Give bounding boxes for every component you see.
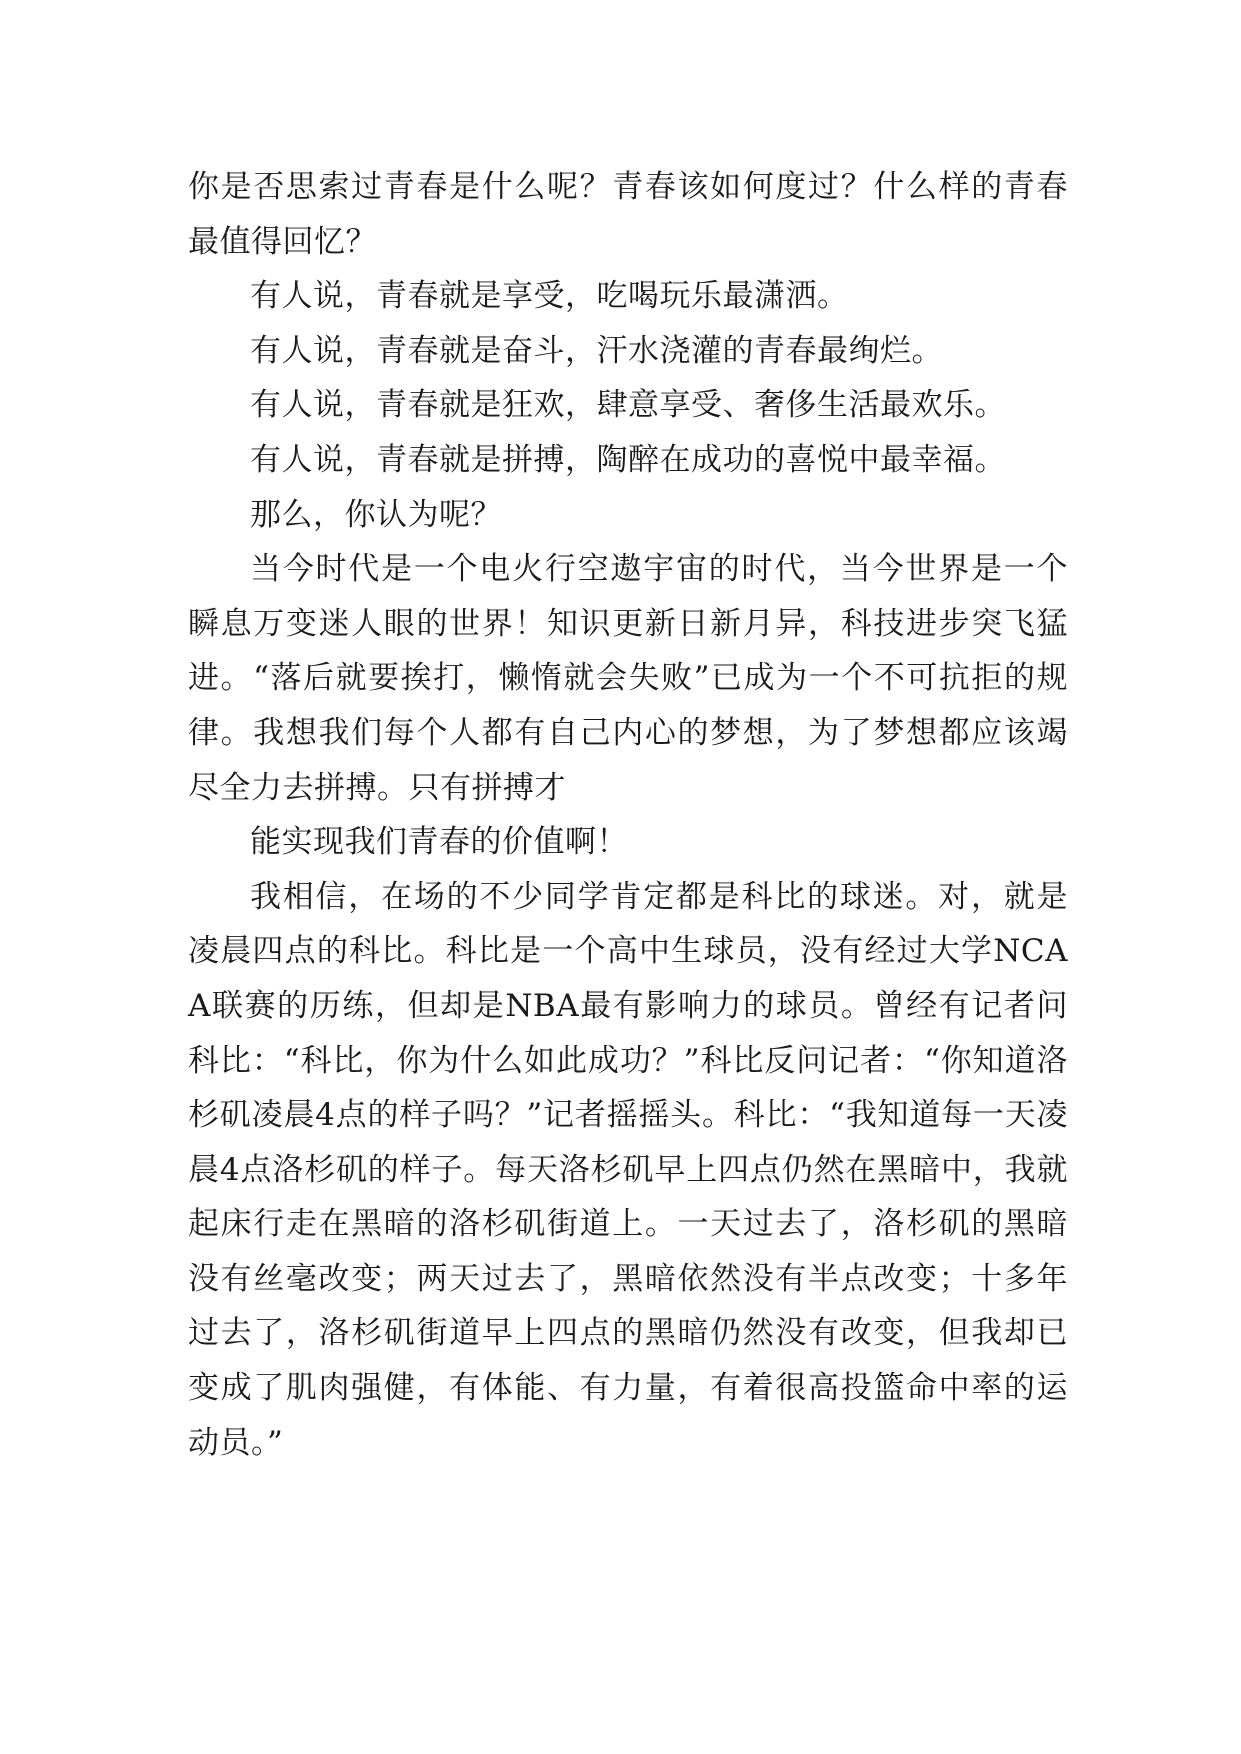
- paragraph-kobe: 我相信，在场的不少同学肯定都是科比的球迷。对，就是凌晨四点的科比。科比是一个高中生球员，没有经过大学NCAA联赛的历练，但却是NBA最有影响力的球员。曾经有记者问科比：“科比，你为什么如此成功？”科比反问记者：“你知道洛杉矶凌晨4点的样子吗？”记者摇摇头。科比：“我知道每一天凌晨4点洛杉矶的样子。每天洛杉矶早上四点仍然在黑暗中，我就起床行走在黑暗的洛杉矶街道上。一天过去了，洛杉矶的黑暗没有丝毫改变；两天过去了，黑暗依然没有半点改变；十多年过去了，洛杉矶街道早上四点的黑暗仍然没有改变，但我却已变成了肌肉强健，有体能、有力量，有着很高投篮命中率的运动员。”: [188, 878, 1068, 1461]
- paragraph-value: 能实现我们青春的价值啊！: [250, 824, 628, 861]
- paragraph-view-revel: 有人说，青春就是狂欢，肆意享受、奢侈生活最欢乐。: [250, 387, 1006, 424]
- paragraph-intro: 你是否思索过青春是什么呢？青春该如何度过？什么样的青春最值得回忆？: [188, 169, 1068, 260]
- paragraph-view-strive: 有人说，青春就是奋斗，汗水浇灌的青春最绚烂。: [250, 332, 943, 369]
- paragraph-view-fight: 有人说，青春就是拼搏，陶醉在成功的喜悦中最幸福。: [250, 441, 1006, 478]
- paragraph-view-enjoy: 有人说，青春就是享受，吃喝玩乐最潇洒。: [250, 278, 849, 315]
- paragraph-era: 当今时代是一个电火行空遨宇宙的时代，当今世界是一个瞬息万变迷人眼的世界！知识更新日新月异，科技进步突飞猛进。“落后就要挨打，懒惰就会失败”已成为一个不可抗拒的规律。我想我们每个人都有自己内心的梦想，为了梦想都应该竭尽全力去拼搏。只有拼搏才: [188, 551, 1068, 806]
- body-text: [188, 160, 1068, 1470]
- paragraph-question: 那么，你认为呢？: [250, 496, 502, 533]
